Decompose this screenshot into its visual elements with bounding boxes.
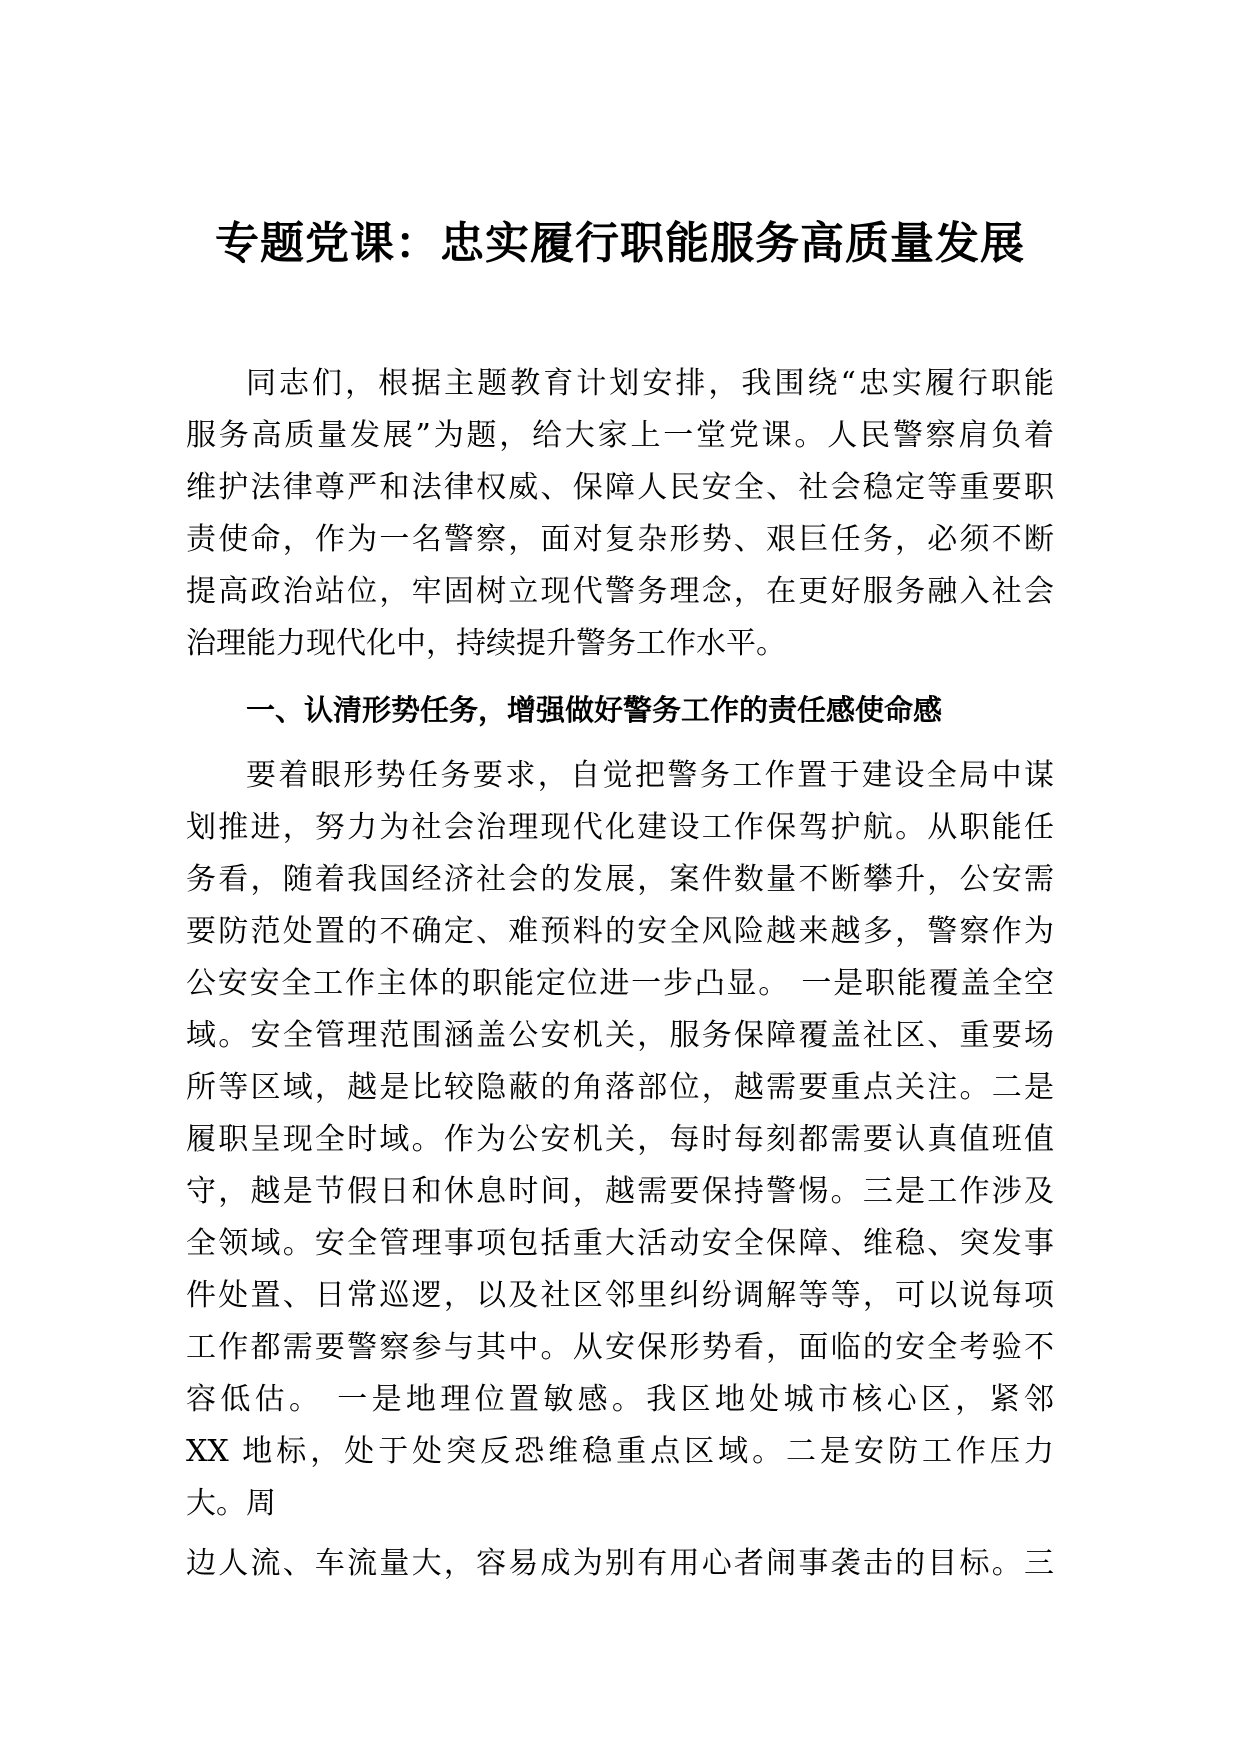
- section1-line-11: 件处置、日常巡逻，以及社区邻里纠纷调解等等，可以说每项: [186, 1278, 1054, 1313]
- intro-line-2: 服务高质量发展”为题，给大家上一堂党课。人民警察肩负着: [186, 418, 1054, 453]
- intro-line-1: 同志们，根据主题教育计划安排，我围绕“忠实履行职能: [246, 366, 1054, 401]
- section-heading-1: 一、认清形势任务，增强做好警务工作的责任感使命感: [246, 693, 943, 727]
- intro-line-6: 治理能力现代化中，持续提升警务工作水平。: [186, 626, 786, 661]
- page-title: 专题党课：忠实履行职能服务高质量发展: [215, 218, 1025, 269]
- section1-line-12: 工作都需要警察参与其中。从安保形势看，面临的安全考验不: [186, 1330, 1054, 1365]
- section1-line-1: 要着眼形势任务要求，自觉把警务工作置于建设全局中谋: [246, 758, 1054, 793]
- section1-line-7: 所等区域，越是比较隐蔽的角落部位，越需要重点关注。二是: [186, 1070, 1054, 1105]
- section1-line-10: 全领域。安全管理事项包括重大活动安全保障、维稳、突发事: [186, 1226, 1054, 1261]
- section1-line-9: 守，越是节假日和休息时间，越需要保持警惕。三是工作涉及: [186, 1174, 1054, 1209]
- section1-line-15: 大。周: [186, 1486, 276, 1521]
- intro-line-4: 责使命，作为一名警察，面对复杂形势、艰巨任务，必须不断: [186, 522, 1054, 557]
- section1-line-8: 履职呈现全时域。作为公安机关，每时每刻都需要认真值班值: [186, 1122, 1054, 1157]
- section1-line-3: 务看，随着我国经济社会的发展，案件数量不断攀升，公安需: [186, 862, 1054, 897]
- intro-line-3: 维护法律尊严和法律权威、保障人民安全、社会稳定等重要职: [186, 470, 1054, 505]
- section1-line-5: 公安安全工作主体的职能定位进一步凸显。 一是职能覆盖全空: [186, 966, 1054, 1001]
- section1-line-16: 边人流、车流量大，容易成为别有用心者闹事袭击的目标。三: [186, 1546, 1054, 1581]
- section1-line-13: 容低估。 一是地理位置敏感。我区地处城市核心区，紧邻: [186, 1382, 1054, 1417]
- section1-line-14: XX 地标，处于处突反恐维稳重点区域。二是安防工作压力: [186, 1434, 1054, 1469]
- section1-line-4: 要防范处置的不确定、难预料的安全风险越来越多，警察作为: [186, 914, 1054, 949]
- section1-line-2: 划推进，努力为社会治理现代化建设工作保驾护航。从职能任: [186, 810, 1054, 845]
- section1-line-6: 域。安全管理范围涵盖公安机关，服务保障覆盖社区、重要场: [186, 1018, 1054, 1053]
- intro-line-5: 提高政治站位，牢固树立现代警务理念，在更好服务融入社会: [186, 574, 1054, 609]
